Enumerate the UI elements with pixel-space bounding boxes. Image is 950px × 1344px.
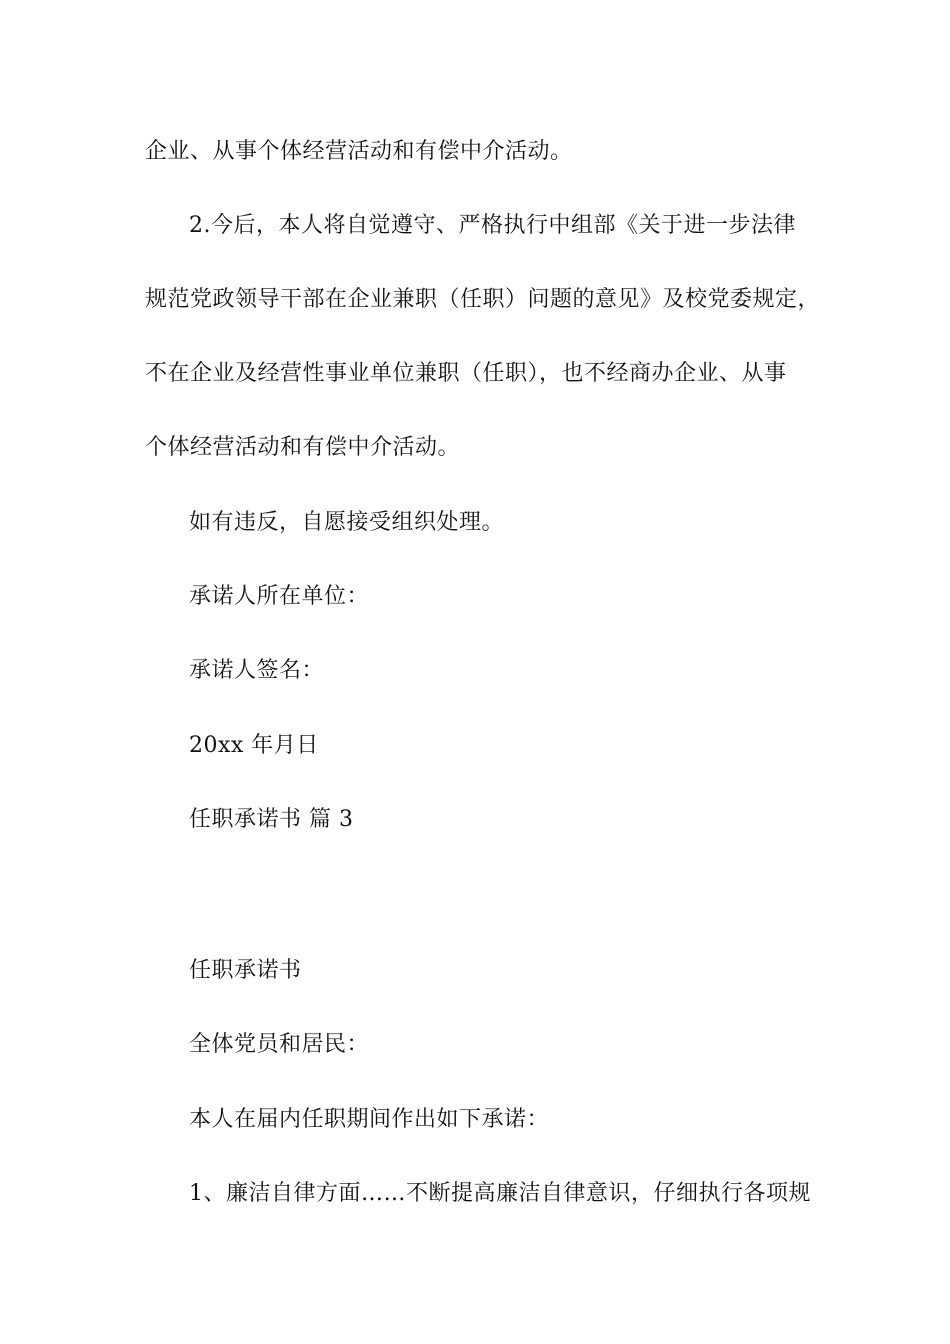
date-line: 20xx 年月日 bbox=[189, 733, 319, 758]
paragraph-line: 1、廉洁自律方面……不断提高廉洁自律意识，仔细执行各项规 bbox=[189, 1181, 811, 1206]
document-title: 任职承诺书 bbox=[189, 958, 302, 983]
paragraph-line: 规范党政领导干部在企业兼职（任职）问题的意见》及校党委规定， bbox=[145, 287, 821, 312]
paragraph-line: 本人在届内任职期间作出如下承诺： bbox=[189, 1107, 550, 1132]
paragraph-line: 2.今后，本人将自觉遵守、严格执行中组部《关于进一步法律 bbox=[189, 213, 796, 238]
salutation: 全体党员和居民： bbox=[189, 1032, 370, 1057]
paragraph-line: 个体经营活动和有偿中介活动。 bbox=[145, 435, 461, 460]
paragraph-line: 不在企业及经营性事业单位兼职（任职），也不经商办企业、从事 bbox=[145, 361, 787, 386]
signature-label: 承诺人签名： bbox=[189, 658, 325, 683]
paragraph-line: 企业、从事个体经营活动和有偿中介活动。 bbox=[145, 139, 573, 164]
section-heading: 任职承诺书 篇 3 bbox=[189, 807, 354, 832]
paragraph-line: 如有违反，自愿接受组织处理。 bbox=[189, 510, 505, 535]
unit-label: 承诺人所在单位： bbox=[189, 584, 370, 609]
